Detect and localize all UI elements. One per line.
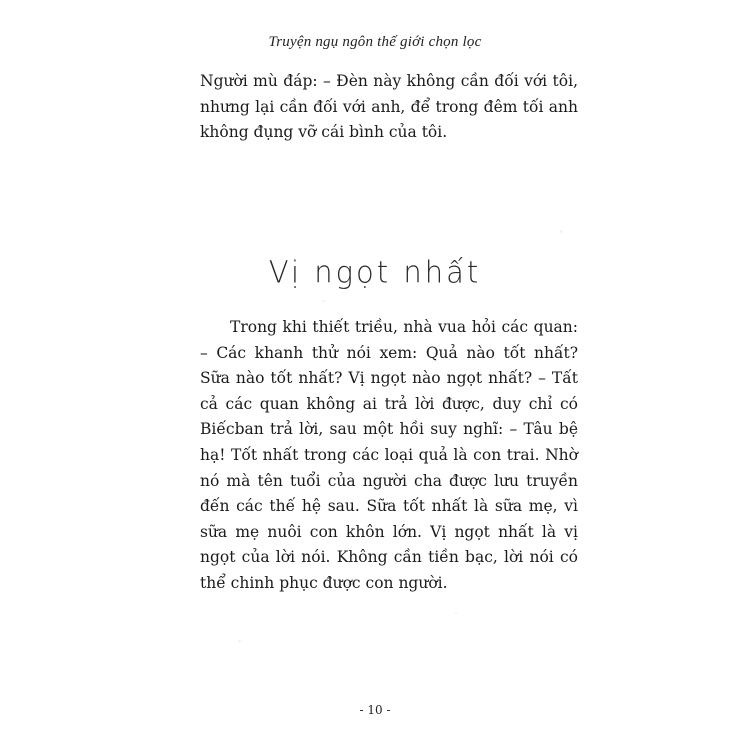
- story-title: Vị ngọt nhất: [268, 254, 482, 290]
- paper-speckle: [322, 300, 325, 302]
- paper-speckle: [560, 230, 562, 233]
- previous-story-ending: Người mù đáp: – Đèn này không cần đối với tôi, nhưng lại cần đối với anh, để trong đêm tối anh không đụng vỡ cái bình của tôi.: [200, 72, 578, 142]
- page-number: - 10 -: [359, 703, 391, 717]
- paper-speckle: [455, 612, 457, 614]
- story-body: Trong khi thiết triều, nhà vua hỏi các quan: – Các khanh thử nói xem: Quả nào tốt nhất? Sữa nào tốt nhất? Vị ngọt nào ngọt nhất? – Tất cả các quan không ai trả lời được, duy chỉ có Biếcban trả lời, sau một hồi suy nghĩ: – Tâu bệ hạ! Tốt nhất trong các loại quả là con trai. Nhờ nó mà tên tuổi của người cha được lưu truyền đến các thế hệ sau. Sữa tốt nhất là sữa mẹ, vì sữa mẹ nuôi con khôn lớn. Vị ngọt nhất là vị ngọt của lời nói. Không cần tiền bạc, lời nói có thể chinh phục được con người.: [200, 318, 578, 592]
- paper-speckle: [238, 640, 241, 642]
- running-header: Truyện ngụ ngôn thế giới chọn lọc: [268, 34, 482, 50]
